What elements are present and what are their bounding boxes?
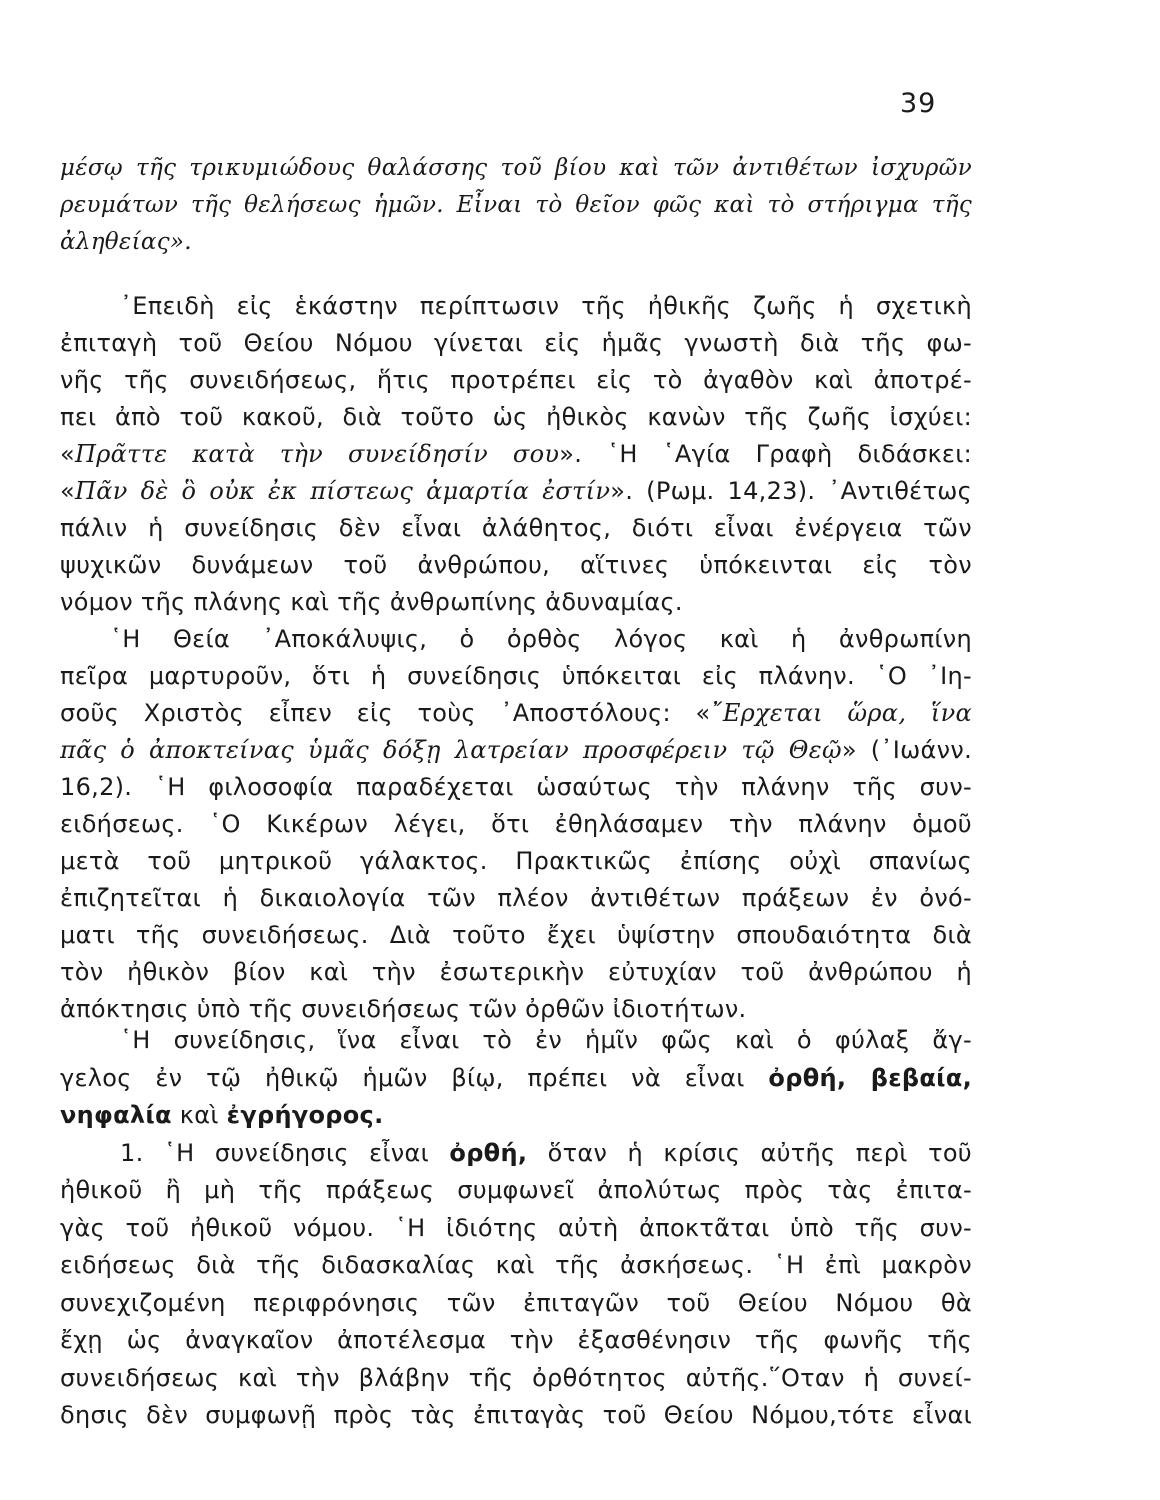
text-line: πάλιν ἡ συνείδησις δὲν εἶναι ἀλάθητος, διότι εἶναι ἐνέργεια τῶν	[60, 514, 972, 542]
quote-mark: «	[60, 477, 75, 505]
text-line: ψυχικῶν δυνάμεων τοῦ ἀνθρώπου, αἵτινες ὑπόκεινται εἰς τὸν	[60, 551, 972, 579]
paragraph-conscience-fallibility	[60, 288, 972, 1028]
page-number: 39	[900, 88, 937, 119]
quote-continuation	[60, 150, 972, 261]
text-line: ἔχῃ ὡς ἀναγκαῖον ἀποτέλεσμα τὴν ἐξασθένησιν τῆς φωνῆς τῆς	[60, 1326, 972, 1354]
text-span: ». ῾Η ῾Αγία Γραφὴ διδάσκει:	[559, 440, 972, 468]
scripture-quote: Πᾶν δὲ ὃ οὐκ ἐκ πίστεως ἁμαρτία ἐστίν	[74, 477, 611, 505]
text-line: ἠθικοῦ ἢ μὴ τῆς πράξεως συμφωνεῖ ἀπολύτως πρὸς τὰς ἐπιτα-	[60, 1176, 972, 1204]
text-line: ματι τῆς συνειδήσεως. Διὰ τοῦτο ἔχει ὑψίστην σπουδαιότητα διὰ	[60, 921, 972, 949]
text-line: ρευμάτων τῆς θελήσεως ἡμῶν. Εἶναι τὸ θεῖον φῶς καὶ τὸ στήριγμα τῆς	[60, 192, 972, 218]
text-line	[60, 732, 972, 769]
text-span: 1. ῾Η συνείδησις εἶναι	[120, 1138, 450, 1167]
text-line: ᾿Επειδὴ εἰς ἑκάστην περίπτωσιν τῆς ἠθικῆς ζωῆς ἡ σχετικὴ	[120, 292, 972, 320]
text-span: ». (Ρωμ. 14,23). ᾿Αντιθέτως	[610, 477, 972, 505]
text-span: » (᾿Ιωάνν.	[841, 736, 972, 764]
text-line: πει ἀπὸ τοῦ κακοῦ, διὰ τοῦτο ὡς ἠθικὸς κανὼν τῆς ζωῆς ἰσχύει:	[60, 403, 972, 431]
emphasis-term: ὀρθή,	[449, 1138, 528, 1167]
text-line: πεῖρα μαρτυροῦν, ὅτι ἡ συνείδησις ὑπόκειται εἰς πλάνην. ῾Ο ᾿Ιη-	[60, 662, 972, 690]
text-line: ἀπόκτησις ὑπὸ τῆς συνειδήσεως τῶν ὀρθῶν ἰδιοτήτων.	[60, 995, 747, 1023]
text-line: ειδήσεως. ῾Ο Κικέρων λέγει, ὅτι ἐθηλάσαμεν τὴν πλάνην ὁμοῦ	[60, 810, 972, 838]
text-line: ῾Η συνείδησις, ἵνα εἶναι τὸ ἐν ἡμῖν φῶς καὶ ὁ φύλαξ ἄγ-	[120, 1026, 972, 1054]
text-line	[60, 1135, 972, 1173]
text-line: νῆς τῆς συνειδήσεως, ἥτις προτρέπει εἰς τὸ ἀγαθὸν καὶ ἀποτρέ-	[60, 366, 972, 394]
text-span: σοῦς Χριστὸς εἶπεν εἰς τοὺς ᾿Αποστόλους: «	[60, 699, 711, 727]
text-line: συνεχιζομένη περιφρόνησις τῶν ἐπιταγῶν τοῦ Θείου Νόμου θὰ	[60, 1288, 972, 1317]
text-line	[60, 1097, 972, 1135]
emphasis-term: ἐγρήγορος.	[226, 1101, 384, 1129]
text-line: τὸν ἠθικὸν βίον καὶ τὴν ἐσωτερικὴν εὐτυχίαν τοῦ ἀνθρώπου ἡ	[60, 958, 972, 986]
text-line: ἀληθείας».	[60, 229, 192, 255]
paragraph-conscience-qualities	[60, 1022, 972, 1435]
text-line	[60, 1060, 972, 1098]
text-line: ειδήσεως διὰ τῆς διδασκαλίας καὶ τῆς ἀσκήσεως. ῾Η ἐπὶ μακρὸν	[60, 1251, 972, 1279]
scripture-quote: Πρᾶττε κατὰ τὴν συνείδησίν σου	[74, 440, 560, 468]
text-line: ῾Η Θεία ᾿Αποκάλυψις, ὁ ὀρθὸς λόγος καὶ ἡ ἀνθρωπίνη	[110, 625, 972, 653]
scripture-quote: πᾶς ὁ ἀποκτείνας ὑμᾶς δόξῃ λατρείαν προσφέρειν τῷ Θεῷ	[60, 736, 842, 764]
text-line	[60, 695, 972, 732]
text-line	[60, 473, 972, 510]
text-line: μετὰ τοῦ μητρικοῦ γάλακτος. Πρακτικῶς ἐπίσης οὐχὶ σπανίως	[60, 847, 972, 875]
quote-mark: «	[60, 440, 75, 468]
emphasis-term: ὀρθή, βεβαία,	[768, 1063, 972, 1092]
text-line: συνειδήσεως καὶ τὴν βλάβην τῆς ὀρθότητος αὐτῆς.῞Οταν ἡ συνεί-	[60, 1363, 972, 1392]
text-span: ὅταν ἡ κρίσις αὐτῆς περὶ τοῦ	[527, 1138, 972, 1167]
text-line: νόμον τῆς πλάνης καὶ τῆς ἀνθρωπίνης ἀδυναμίας.	[60, 588, 683, 616]
text-span: γελος ἐν τῷ ἠθικῷ ἡμῶν βίῳ, πρέπει νὰ εἶναι	[60, 1063, 769, 1092]
scripture-quote: ῎Ερχεται ὥρα, ἵνα	[710, 699, 972, 727]
text-line: ἐπιταγὴ τοῦ Θείου Νόμου γίνεται εἰς ἡμᾶς γνωστὴ διὰ τῆς φω-	[60, 329, 972, 357]
text-span: καὶ	[171, 1101, 227, 1129]
emphasis-term: νηφαλία	[60, 1101, 172, 1129]
text-line: γὰς τοῦ ἠθικοῦ νόμου. ῾Η ἰδιότης αὐτὴ ἀποκτᾶται ὑπὸ τῆς συν-	[60, 1213, 972, 1242]
text-line: δησις δὲν συμφωνῇ πρὸς τὰς ἐπιταγὰς τοῦ Θείου Νόμου,τότε εἶναι	[60, 1401, 972, 1429]
text-line: 16,2). ῾Η φιλοσοφία παραδέχεται ὡσαύτως τὴν πλάνην τῆς συν-	[60, 773, 972, 801]
text-line: ἐπιζητεῖται ἡ δικαιολογία τῶν πλέον ἀντιθέτων πράξεων ἐν ὀνό-	[60, 884, 972, 912]
text-line: μέσῳ τῆς τρικυμιώδους θαλάσσης τοῦ βίου καὶ τῶν ἀντιθέτων ἰσχυρῶν	[60, 155, 972, 181]
text-line	[60, 436, 972, 473]
